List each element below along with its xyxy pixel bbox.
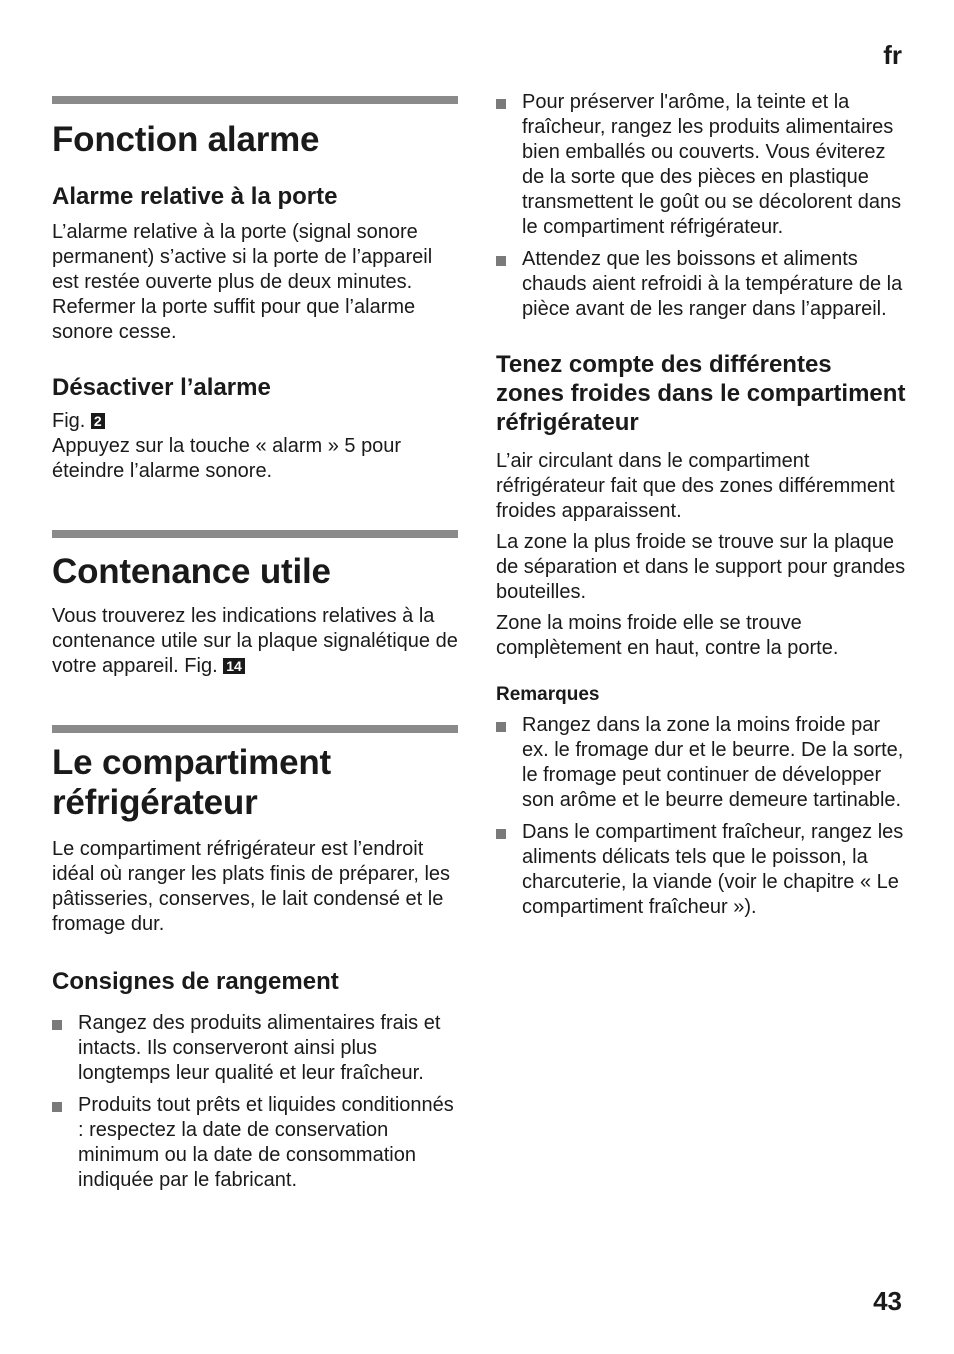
paragraph-zones-3: Zone la moins froide elle se trouve complètement en haut, contre la porte.	[496, 612, 839, 659]
section-title-alarm: Fonction alarme	[52, 120, 320, 159]
bullet-square-icon	[52, 1020, 62, 1030]
paragraph-deactivate-alarm: Appuyez sur la touche « alarm » 5 pour éteindre l’alarme sonore.	[52, 435, 402, 482]
heading-door-alarm: Alarme relative à la porte	[52, 183, 338, 210]
section-rule	[52, 725, 458, 733]
list-item	[496, 90, 906, 240]
heading-storage: Consignes de rangement	[52, 968, 339, 995]
storage-list	[52, 1011, 462, 1193]
list-item	[52, 1093, 462, 1193]
heading-deactivate-alarm: Désactiver l’alarme	[52, 374, 271, 401]
bullet-square-icon	[496, 256, 506, 266]
bullet-square-icon	[52, 1102, 62, 1112]
list-item-text: Rangez des produits alimentaires frais et intacts. Ils conserveront ainsi plus longtemps leur qualité et leur fraîcheur.	[78, 1012, 441, 1084]
capacity-text: Vous trouverez les indications relatives à la contenance utile sur la plaque signalétique de votre appareil. Fig.	[52, 605, 458, 677]
heading-remarks: Remarques	[496, 684, 600, 705]
list-item	[496, 713, 906, 813]
list-item-text: Dans le compartiment fraîcheur, rangez les aliments délicats tels que le poisson, la charcuterie, la viande (voir le chapitre « Le compartiment fraîcheur »).	[522, 821, 904, 918]
left-column	[52, 96, 462, 1193]
bullet-square-icon	[496, 829, 506, 839]
list-item-text: Attendez que les boissons et aliments chauds aient refroidi à la température de la pièce avant de les ranger dans l’appareil.	[522, 248, 903, 320]
paragraph-door-alarm: L’alarme relative à la porte (signal sonore permanent) s’active si la porte de l’appareil est restée ouverte plus de deux minutes. Refermer la porte suffit pour que l’alarme sonore cesse.	[52, 221, 433, 343]
fig-label: Fig.	[52, 410, 86, 432]
list-item	[52, 1011, 462, 1086]
paragraph-fridge: Le compartiment réfrigérateur est l’endroit idéal où ranger les plats finis de préparer, les pâtisseries, conserves, le lait condensé et le fromage dur.	[52, 838, 451, 935]
page-number: 43	[873, 1286, 902, 1316]
bullet-square-icon	[496, 99, 506, 109]
paragraph-capacity	[52, 604, 462, 679]
section-title-capacity: Contenance utile	[52, 552, 331, 591]
section-rule	[52, 530, 458, 538]
list-item	[496, 247, 906, 322]
remarks-list	[496, 713, 906, 920]
storage-list-continued	[496, 90, 906, 322]
fig-number-badge: 14	[223, 658, 245, 674]
bullet-square-icon	[496, 722, 506, 732]
list-item-text: Rangez dans la zone la moins froide par ex. le fromage dur et le beurre. De la sorte, le fromage peut continuer de développer son arôme et le beurre demeure tartinable.	[522, 714, 904, 811]
paragraph-zones-2: La zone la plus froide se trouve sur la plaque de séparation et dans le support pour grandes bouteilles.	[496, 531, 906, 603]
list-item	[496, 820, 906, 920]
list-item-text: Pour préserver l'arôme, la teinte et la fraîcheur, rangez les produits alimentaires bien emballés ou couverts. Vous éviterez de la sorte que des pièces en plastique transmettent le goût ou se décolorent dans le compartiment réfrigérateur.	[522, 91, 902, 238]
language-tag: fr	[883, 40, 902, 70]
title-line-1: Le compartiment	[52, 743, 331, 782]
right-column	[496, 90, 906, 920]
section-title-fridge	[52, 743, 462, 823]
paragraph-zones-1: L’air circulant dans le compartiment réfrigérateur fait que des zones différemment froides apparaissent.	[496, 450, 895, 522]
list-item-text: Produits tout prêts et liquides conditionnés : respectez la date de conservation minimum ou la date de consommation indiquée par le fabricant.	[78, 1094, 454, 1191]
title-line-2: réfrigérateur	[52, 783, 258, 822]
fig-number-badge: 2	[91, 413, 105, 429]
fig-reference-line	[52, 409, 462, 434]
heading-cold-zones: Tenez compte des différentes zones froides dans le compartiment réfrigérateur	[496, 351, 906, 436]
section-rule	[52, 96, 458, 104]
